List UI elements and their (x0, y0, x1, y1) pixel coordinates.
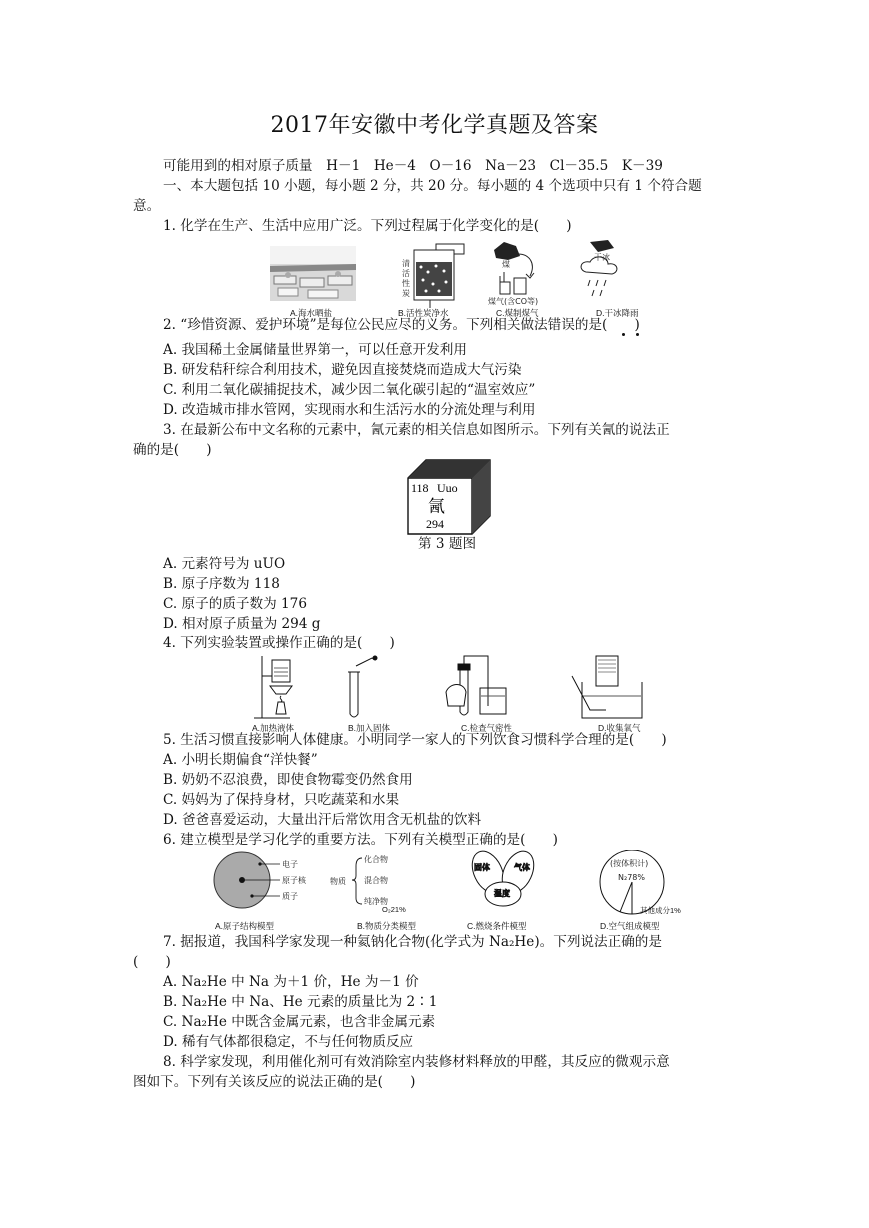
salt-flats-image (270, 246, 356, 301)
question-2-option-d: D. 改造城市排水管网，实现雨水和生活污水的分流处理与利用 (163, 402, 536, 418)
heating-liquid-apparatus (254, 656, 292, 718)
question-5-stem: 5. 生活习惯直接影响人体健康。小明同学一家人的下列饮食习惯科学合理的是( ) (163, 732, 667, 748)
question-7-option-d: D. 稀有气体都很稳定，不与任何物质反应 (163, 1034, 414, 1050)
question-3-stem: 3. 在最新公布中文名称的元素中，氥元素的相关信息如图所示。下列有关氥的说法正 (163, 422, 670, 438)
section-instructions-cont: 意。 (133, 198, 161, 214)
combustion-conditions-model (466, 850, 540, 906)
question-5-option-c: C. 妈妈为了保持身材，只吃蔬菜和水果 (163, 792, 400, 808)
question-4-figures (250, 652, 670, 724)
question-6-stem: 6. 建立模型是学习化学的重要方法。下列有关模型正确的是( ) (163, 832, 558, 848)
label-matter: 物质 (330, 877, 346, 886)
label-other-gases: 其他成分1% (640, 906, 681, 915)
label-dry-ice: 干冰 (594, 253, 610, 262)
label-mixture: 混合物 (364, 876, 388, 885)
label-o2: O₂21% (382, 905, 406, 914)
dry-ice-image (581, 240, 617, 296)
label-pure: 纯净物 (364, 897, 388, 906)
element-symbol: Uuo (437, 481, 458, 495)
question-3-option-b: B. 原子序数为 118 (163, 576, 280, 592)
question-1-stem: 1. 化学在生产、生活中应用广泛。下列过程属于化学变化的是( ) (163, 218, 572, 234)
question-2-option-b: B. 研发秸秆综合利用技术，避免因直接焚烧而造成大气污染 (163, 362, 522, 378)
label-proton: 质子 (282, 892, 298, 901)
label-nucleus: 原子核 (282, 876, 306, 885)
collect-oxygen-apparatus (572, 656, 642, 718)
emphasis-dot (622, 333, 625, 336)
section-instructions: 一、本大题包括 10 小题，每小题 2 分，共 20 分。每小题的 4 个选项中只有 1 个符合题 (163, 178, 702, 194)
element-mass: 294 (426, 517, 444, 531)
label-electron: 电子 (282, 860, 298, 869)
airtightness-apparatus (446, 656, 506, 715)
element-cube-figure (406, 458, 492, 536)
page-title: 2017年安徽中考化学真题及答案 (270, 113, 599, 138)
question-8-stem: 8. 科学家发现，利用催化剂可有效消除室内装修材料释放的甲醛，其反应的微观示意 (163, 1054, 670, 1070)
question-5-option-a: A. 小明长期偏食“洋快餐” (163, 752, 318, 768)
label-tan: 炭 (402, 289, 410, 298)
caption-1a: A.海水晒盐 (290, 308, 333, 318)
label-by-volume: (按体积计) (610, 859, 649, 868)
question-7-option-b: B. Na₂He 中 Na、He 元素的质量比为 2∶1 (163, 994, 438, 1010)
element-number: 118 (411, 481, 429, 495)
label-qing: 清 (402, 259, 410, 268)
figure-3-caption: 第 3 题图 (418, 536, 477, 552)
label-huo: 活 (402, 269, 410, 278)
carbon-filter-image (402, 244, 464, 308)
question-5-option-b: B. 奶奶不忍浪费，即使食物霉变仍然食用 (163, 772, 413, 788)
caption-1b: B.活性炭净水 (398, 308, 449, 318)
label-compound: 化合物 (364, 855, 388, 864)
question-2-option-c: C. 利用二氧化碳捕捉技术，减少因二氧化碳引起的“温室效应” (163, 382, 536, 398)
caption-4a: A.加热液体 (252, 723, 295, 733)
question-1-figures (268, 236, 648, 318)
question-7-option-a: A. Na₂He 中 Na 为＋1 价，He 为－1 价 (163, 974, 419, 990)
matter-classification-model (330, 854, 388, 906)
caption-6a: A.原子结构模型 (215, 921, 275, 931)
atom-structure-model (214, 852, 307, 908)
question-2-stem: 2. “珍惜资源、爱护环境”是每位公民应尽的义务。下列相关做法错误的是( ) (163, 317, 640, 333)
label-xing: 性 (402, 279, 410, 288)
caption-6b: B.物质分类模型 (357, 921, 417, 931)
label-coal: 煤 (502, 260, 510, 269)
question-3-option-a: A. 元素符号为 uUO (163, 556, 286, 572)
caption-6c: C.燃烧条件模型 (467, 921, 527, 931)
caption-4d: D.收集氧气 (598, 723, 641, 733)
label-coal-gas: 煤气(含CO等) (488, 297, 539, 306)
coal-gas-image (488, 242, 538, 306)
emphasis-dot (636, 333, 639, 336)
question-3-option-d: D. 相对原子质量为 294 g (163, 616, 321, 632)
question-8-stem-cont: 图如下。下列有关该反应的说法正确的是( ) (133, 1074, 416, 1090)
question-7-stem: 7. 据报道，我国科学家发现一种氦钠化合物(化学式为 Na₂He)。下列说法正确的是 (163, 934, 662, 950)
caption-4b: B.加入固体 (348, 723, 391, 733)
question-3-option-c: C. 原子的质子数为 176 (163, 596, 307, 612)
adding-solid-apparatus (348, 656, 377, 717)
caption-1d: D.干冰降雨 (596, 308, 639, 318)
question-5-option-d: D. 爸爸喜爱运动，大量出汗后常饮用含无机盐的饮料 (163, 812, 482, 828)
question-7-option-c: C. Na₂He 中既含金属元素，也含非金属元素 (163, 1014, 436, 1030)
question-2-option-a: A. 我国稀土金属储量世界第一，可以任意开发利用 (163, 342, 467, 358)
element-name: 氥 (428, 497, 445, 517)
caption-1c: C.煤制煤气 (496, 308, 539, 318)
question-4-stem: 4. 下列实验装置或操作正确的是( ) (163, 635, 395, 651)
atomic-mass-line: 可能用到的相对原子质量 H－1 He－4 O－16 Na－23 Cl－35.5 K－39 (163, 158, 663, 174)
label-gas: 气体 (514, 863, 530, 872)
label-n2: N₂78% (618, 873, 645, 882)
label-temperature: 温度 (494, 889, 510, 898)
question-7-stem-cont: ( ) (133, 954, 171, 970)
question-3-stem-cont: 确的是( ) (133, 442, 212, 458)
question-6-figures (212, 850, 692, 920)
label-solid: 固体 (474, 863, 490, 872)
caption-6d: D.空气组成模型 (600, 921, 660, 931)
caption-4c: C.检查气密性 (461, 723, 513, 733)
